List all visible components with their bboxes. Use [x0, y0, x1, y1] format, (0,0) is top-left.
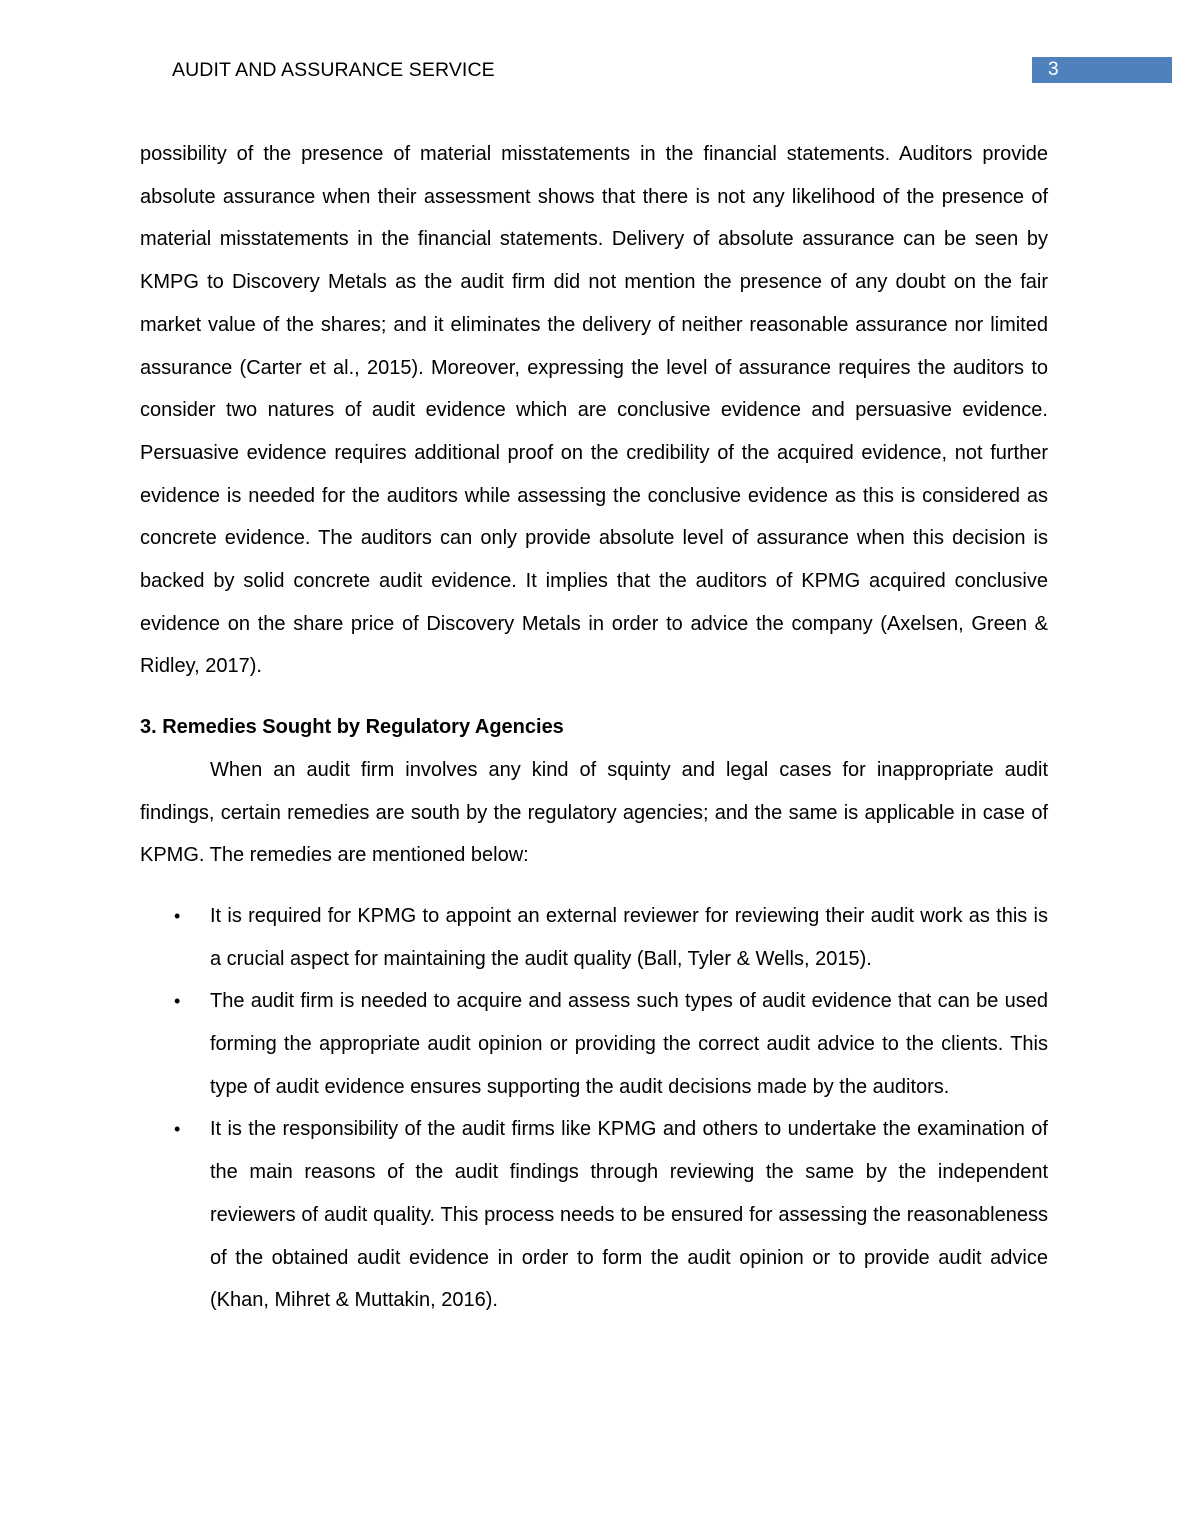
section-heading: 3. Remedies Sought by Regulatory Agencies [140, 716, 564, 739]
list-item [140, 980, 1048, 1108]
remedies-list [140, 895, 1048, 1322]
body-paragraph-2: When an audit firm involves any kind of squinty and legal cases for inappropriate audit findings, certain remedies are south by the regulatory agencies; and the same is applicable in case of KPMG. The remedies are mentioned below: [140, 758, 1048, 867]
page-number: 3 [1048, 59, 1059, 80]
page-number-box [1032, 57, 1172, 83]
list-item-text: The audit firm is needed to acquire and assess such types of audit evidence that can be used forming the appropriate audit opinion or providing the correct audit advice to the clients. This type of audit evidence ensures supporting the audit decisions made by the auditors. [210, 990, 1048, 1098]
list-item-text: It is the responsibility of the audit firms like KPMG and others to undertake the examination of the main reasons of the audit findings through reviewing the same by the independent reviewers of audit quality. This process needs to be ensured for assessing the reasonableness of the obtained audit evidence in order to form the audit opinion or to provide audit advice (Khan, Mihret & Muttakin, 2016). [210, 1118, 1048, 1312]
bullet-icon: • [174, 1119, 181, 1140]
bullet-icon: • [174, 991, 181, 1012]
bullet-icon: • [174, 905, 181, 926]
list-item [140, 895, 1048, 980]
list-item-text: It is required for KPMG to appoint an external reviewer for reviewing their audit work as this is a crucial aspect for maintaining the audit quality (Ball, Tyler & Wells, 2015). [210, 904, 1048, 970]
document-body [140, 133, 1048, 1322]
body-paragraph-1: possibility of the presence of material misstatements in the financial statements. Auditors provide absolute assurance when their assessment shows that there is not any likelihood of the presence of material misstatements in the financial statements. Delivery of absolute assurance can be seen by KMPG to Discovery Metals as the audit firm did not mention the presence of any doubt on the fair market value of the shares; and it eliminates the delivery of neither reasonable assurance nor limited assurance (Carter et al., 2015). Moreover, expressing the level of assurance requires the auditors to consider two natures of audit evidence which are conclusive evidence and persuasive evidence. Persuasive evidence requires additional proof on the credibility of the acquired evidence, not further evidence is needed for the auditors while assessing the conclusive evidence as this is considered as concrete evidence. The auditors can only provide absolute level of assurance when this decision is backed by solid concrete audit evidence. It implies that the auditors of KPMG acquired conclusive evidence on the share price of Discovery Metals in order to advice the company (Axelsen, Green & Ridley, 2017). [140, 143, 1048, 678]
running-header-title: AUDIT AND ASSURANCE SERVICE [172, 59, 495, 81]
list-item [140, 1108, 1048, 1322]
